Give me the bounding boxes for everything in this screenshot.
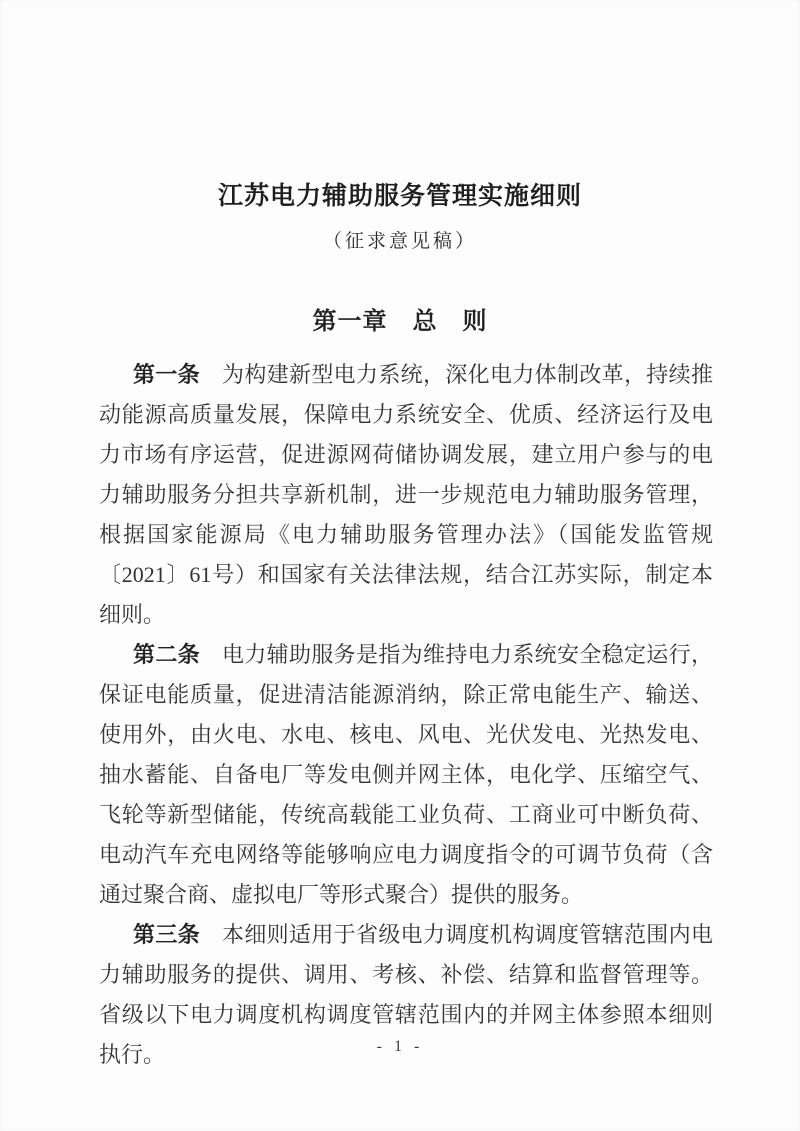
document-title: 江苏电力辅助服务管理实施细则	[217, 183, 582, 210]
article-1-number: 第一条	[133, 362, 200, 387]
chapter-heading: 第一章 总 则	[312, 309, 488, 335]
article-3-number: 第三条	[133, 922, 200, 947]
article-paragraph-2	[99, 635, 713, 915]
article-paragraph-1	[99, 355, 713, 635]
document-subtitle: （征求意见稿）	[322, 231, 477, 252]
page-number: - 1 -	[376, 1038, 424, 1055]
article-2-number: 第二条	[133, 642, 200, 667]
article-3-text: 本细则适用于省级电力调度机构调度管辖范围内电力辅助服务的提供、调用、考核、补偿、结算和监督管理等。省级以下电力调度机构调度管辖范围内的并网主体参照本细则执行。	[99, 922, 713, 1067]
document-body	[99, 355, 713, 1075]
article-1-text: 为构建新型电力系统，深化电力体制改革，持续推动能源高质量发展，保障电力系统安全、优质、经济运行及电力市场有序运营，促进源网荷储协调发展，建立用户参与的电力辅助服务分担共享新机制，进一步规范电力辅助服务管理，根据国家能源局《电力辅助服务管理办法》（国能发监管规〔2021〕61号）和国家有关法律法规，结合江苏实际，制定本细则。	[99, 362, 713, 627]
article-2-text: 电力辅助服务是指为维持电力系统安全稳定运行，保证电能质量，促进清洁能源消纳，除正常电能生产、输送、使用外，由火电、水电、核电、风电、光伏发电、光热发电、抽水蓄能、自备电厂等发电侧并网主体，电化学、压缩空气、飞轮等新型储能，传统高载能工业负荷、工商业可中断负荷、电动汽车充电网络等能够响应电力调度指令的可调节负荷（含通过聚合商、虚拟电厂等形式聚合）提供的服务。	[99, 642, 713, 907]
